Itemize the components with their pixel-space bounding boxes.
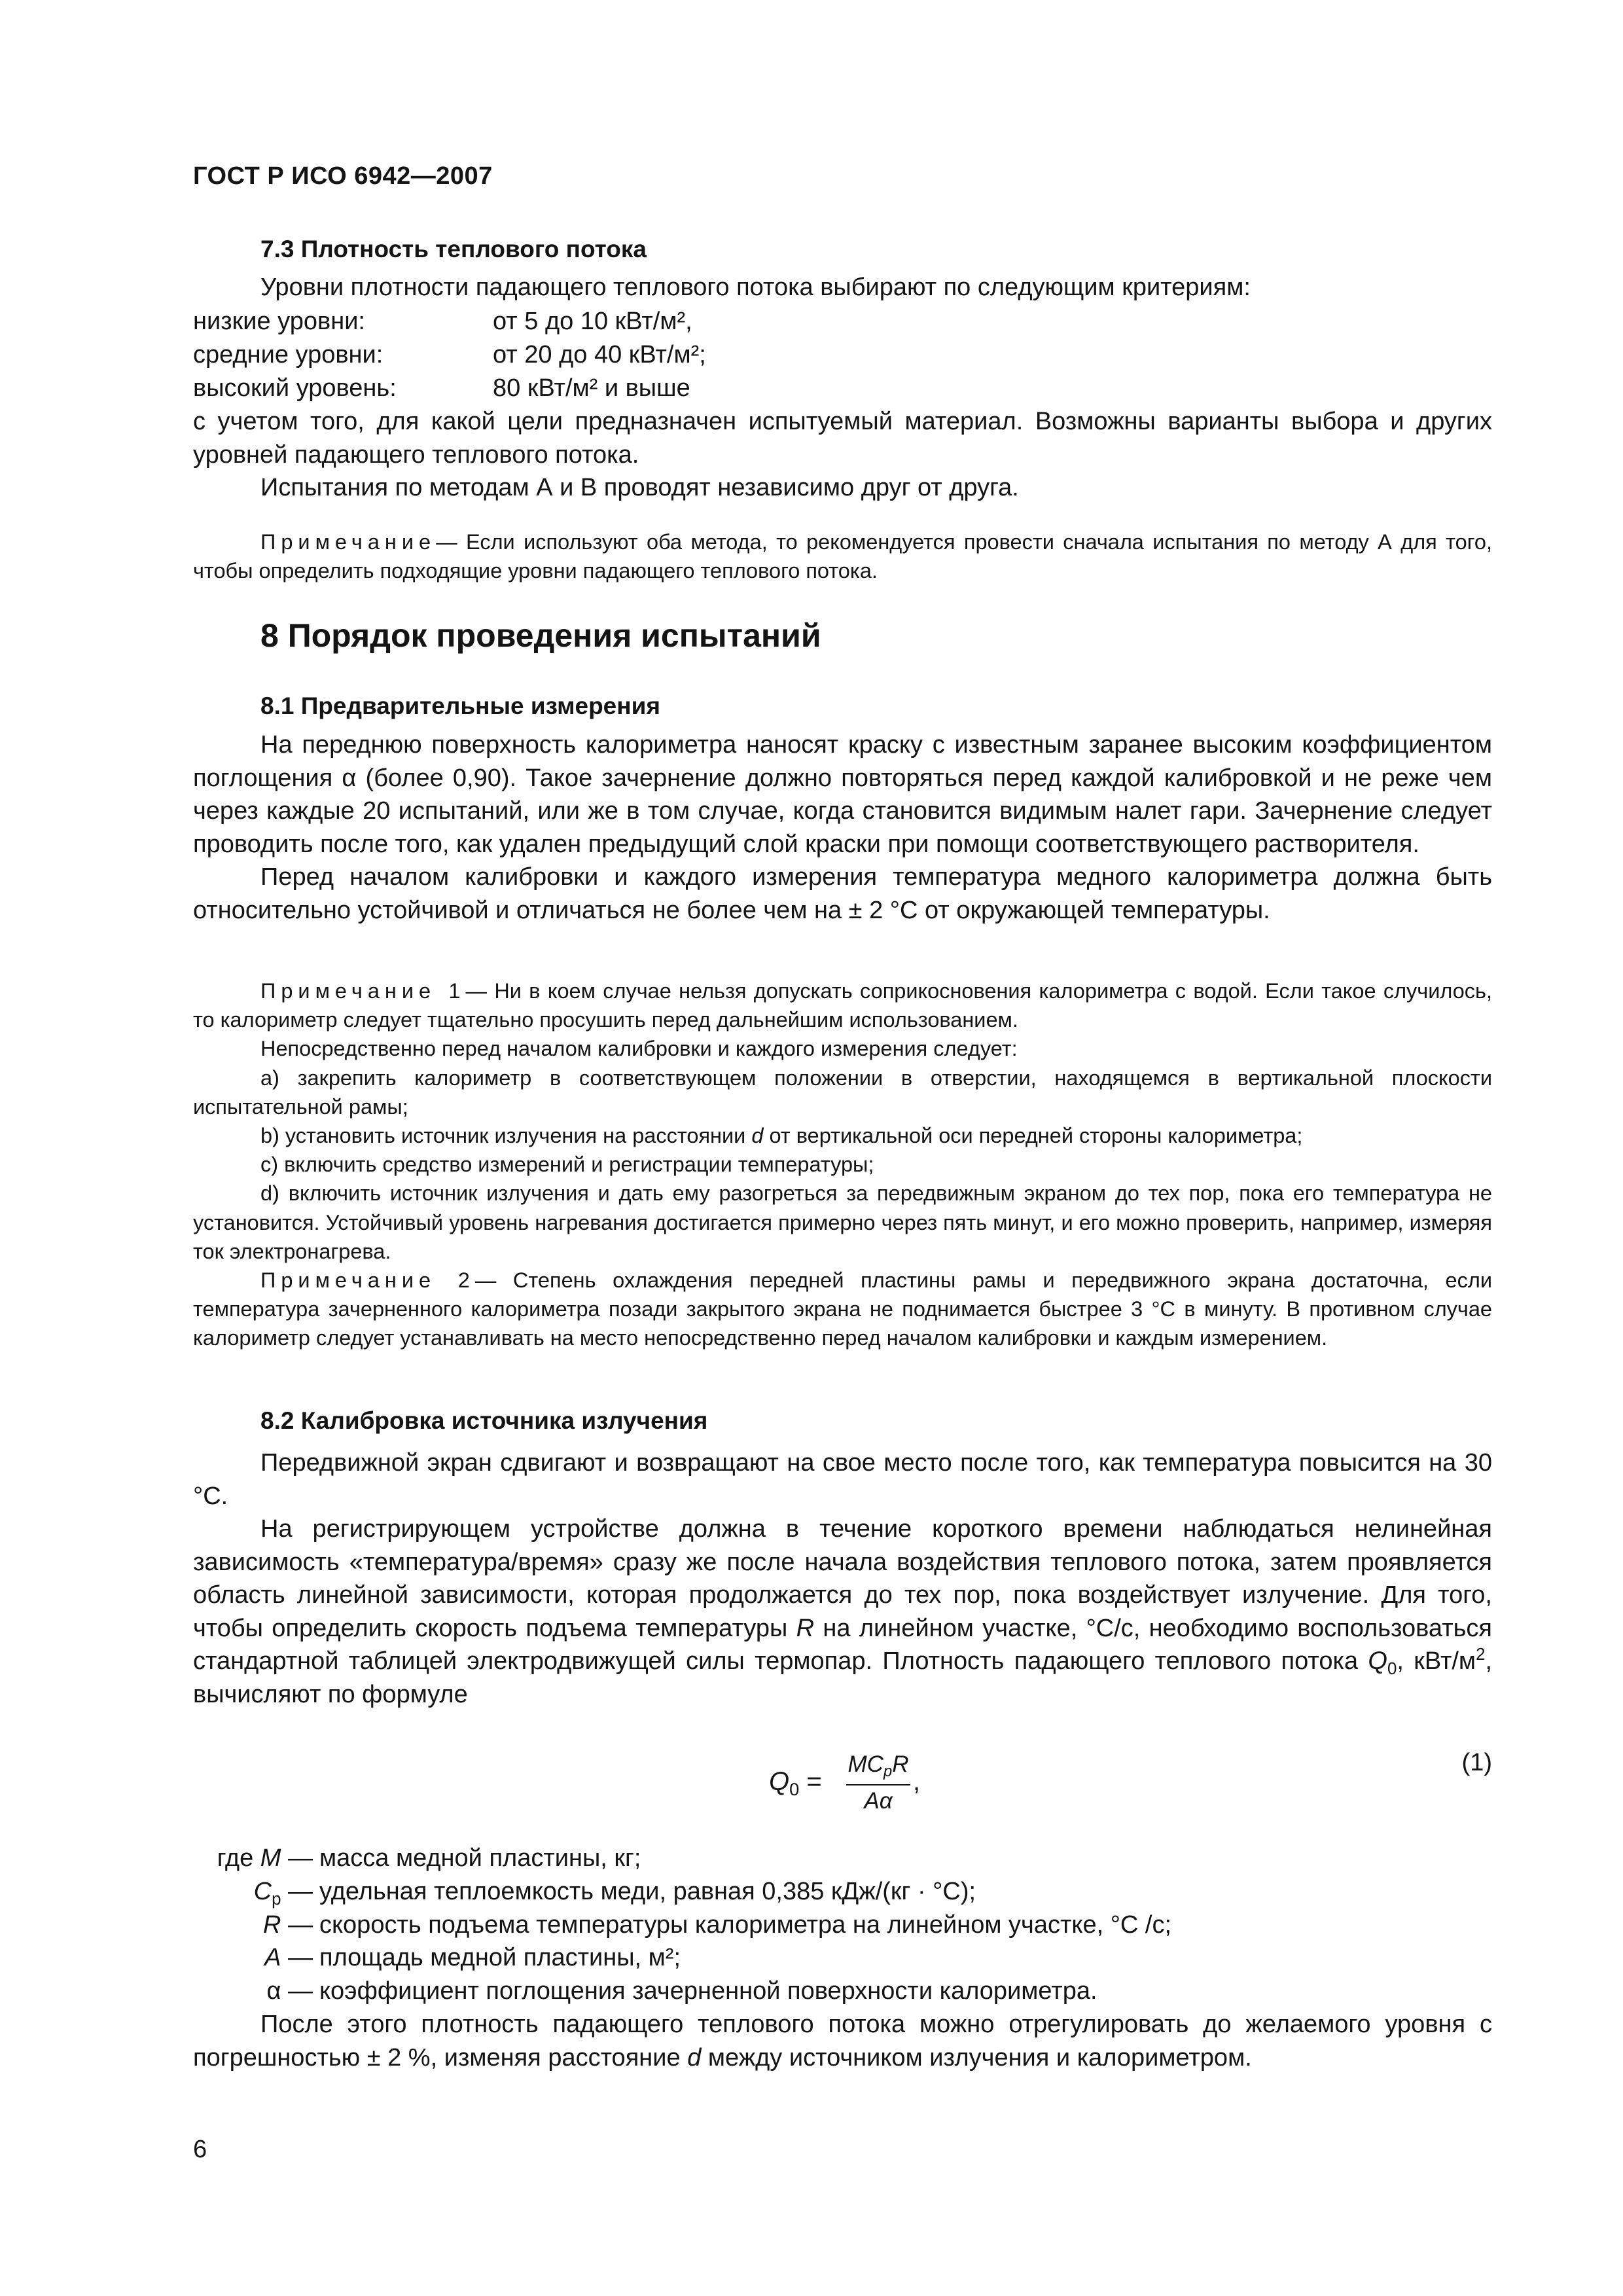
- level-value: от 20 до 40 кВт/м²;: [493, 341, 706, 368]
- level-value: от 5 до 10 кВт/м²,: [493, 308, 692, 335]
- paint-text: На переднюю поверхность калориметра наносят краску с известным заранее высоким коэффициентом поглощения α (более 0,90). Такое зачернение должно повторяться перед каждой калибровкой и не реже чем через каждые 20 испытаний, или же в том случае, когда становится видимым налет гари. Зачернение следует проводить после того, как удален предыдущий слой краски при помощи соответствующего растворителя.: [193, 731, 1492, 858]
- formula-comma: ,: [913, 1767, 921, 1796]
- intro-text: Уровни плотности падающего теплового потока выбирают по следующим критериям:: [260, 274, 1251, 301]
- section-7-3-intro: [193, 271, 1492, 304]
- formula-definitions: [193, 1842, 1171, 2008]
- definition-symbol: где M —: [217, 1844, 313, 1872]
- formula-lhs: $Q_0$ =: [769, 1767, 822, 1800]
- level-row: [193, 338, 706, 372]
- section-7-3-note: [193, 528, 1492, 585]
- level-label: низкие уровни:: [193, 308, 365, 335]
- level-value: 80 кВт/м² и выше: [493, 374, 690, 402]
- definition-row: [193, 1842, 1171, 1875]
- section-8-1-notes: [193, 977, 1492, 1353]
- formula-numerator: $MC_pR$: [847, 1751, 909, 1781]
- temperature-stability-text: Перед началом калибровки и каждого измерения температура медного калориметра должна быть относительно устойчивой и отличаться не более чем на ± 2 °С от окружающей температуры.: [193, 863, 1492, 924]
- page-number: 6: [193, 2136, 207, 2163]
- note-label: Примечание: [260, 530, 437, 554]
- note-label: Примечание 2: [260, 1268, 475, 1293]
- formula-denominator: Aα: [864, 1788, 893, 1814]
- step-d: d) включить источник излучения и дать ему разогреться за передвижным экраном до тех пор, пока его температура не установится. Устойчивый уровень нагревания достигается примерно через пять минут, и его можно проверить, например, измеряя ток электронагрева.: [193, 1181, 1492, 1263]
- definition-row: [193, 1909, 1171, 1942]
- level-label: высокий уровень:: [193, 374, 397, 402]
- definition-text: масса медной пластины, кг;: [319, 1844, 641, 1872]
- note-text: — Если используют оба метода, то рекомендуется провести сначала испытания по методу А для того, чтобы определить подходящие уровни падающего теплового потока.: [193, 530, 1492, 583]
- definition-text: коэффициент поглощения зачерненной поверхности калориметра.: [319, 1977, 1097, 2005]
- level-row: [193, 305, 706, 338]
- note-text: — Степень охлаждения передней пластины рамы и передвижного экрана достаточна, если температура зачерненного калориметра позади закрытого экрана не поднимается быстрее 3 °С в минуту. В противном случае калориметр следует устанавливать на место непосредственно перед началом калибровки и каждым измерением.: [193, 1268, 1493, 1350]
- section-8-title: 8 Порядок проведения испытаний: [260, 617, 821, 654]
- definition-symbol: $C_p$ —: [253, 1877, 313, 1909]
- levels-list: [193, 305, 706, 405]
- step-a: а) закрепить калориметр в соответствующем положении в отверстии, находящемся в вертикальной плоскости испытательной рамы;: [193, 1066, 1492, 1119]
- levels-purpose-text: с учетом того, для какой цели предназначен испытуемый материал. Возможны варианты выбора и других уровней падающего теплового потока.: [193, 408, 1492, 469]
- level-label: средние уровни:: [193, 341, 383, 368]
- definition-text: удельная теплоемкость меди, равная 0,385 кДж/(кг · °С);: [319, 1877, 976, 1905]
- note-label: Примечание 1: [260, 979, 466, 1003]
- definition-row: [193, 1941, 1171, 1975]
- step-b: b) установить источник излучения на расстоянии d от вертикальной оси передней стороны калориметра;: [260, 1124, 1303, 1148]
- section-8-1-body: [193, 728, 1492, 927]
- level-row: [193, 372, 706, 405]
- definition-symbol: A —: [264, 1944, 313, 1972]
- screen-text: Передвижной экран сдвигают и возвращают на свое место после того, как температура повысится на 30 °С.: [193, 1449, 1492, 1510]
- section-8-2-title: 8.2 Калибровка источника излучения: [260, 1407, 708, 1434]
- section-8-2-final: [193, 2008, 1492, 2074]
- section-8-2-body: [193, 1446, 1492, 1711]
- section-7-3-title: 7.3 Плотность теплового потока: [260, 236, 647, 262]
- equation-number: (1): [1461, 1749, 1492, 1776]
- step-c: с) включить средство измерений и регистрации температуры;: [260, 1153, 874, 1177]
- definition-text: площадь медной пластины, м²;: [319, 1944, 681, 1972]
- definition-row: [193, 1975, 1171, 2008]
- section-7-3-body: [193, 405, 1492, 505]
- methods-independent-text: Испытания по методам А и В проводят независимо друг от друга.: [260, 474, 1019, 501]
- var-d: d: [751, 1124, 764, 1148]
- formula-1: [769, 1751, 965, 1830]
- recorder-text: На регистрирующем устройстве должна в течение короткого времени наблюдаться нелинейная зависимость «температура/время» сразу же после начала воздействия теплового потока, затем проявляется область линейной зависимости, которая продолжается до тех пор, пока воздействует излучение. Для того, чтобы определить скорость подъема температуры R на линейном участке, °С/с, необходимо воспользоваться стандартной таблицей электродвижущей силы термопар. Плотность падающего теплового потока $Q_0$, кВт/$м^2$, вычисляют по формуле: [193, 1515, 1492, 1708]
- fraction-bar: [846, 1784, 910, 1785]
- definition-text: скорость подъема температуры калориметра на линейном участке, °С /с;: [319, 1910, 1172, 1939]
- definition-symbol: R —: [262, 1910, 313, 1939]
- note-text: — Ни в коем случае нельзя допускать соприкосновения калориметра с водой. Если такое случилось, то калориметр следует тщательно просушить перед дальнейшим использованием.: [193, 979, 1493, 1032]
- definition-symbol: α —: [266, 1977, 313, 2005]
- section-8-1-title: 8.1 Предварительные измерения: [260, 692, 660, 719]
- adjustment-text: После этого плотность падающего теплового потока можно отрегулировать до желаемого уровня с погрешностью ± 2 %, изменяя расстояние d между источником излучения и калориметром.: [193, 2011, 1492, 2072]
- steps-intro: Непосредственно перед началом калибровки и каждого измерения следует:: [260, 1037, 1018, 1061]
- definition-row: [193, 1875, 1171, 1909]
- document-code: ГОСТ Р ИСО 6942—2007: [193, 162, 493, 190]
